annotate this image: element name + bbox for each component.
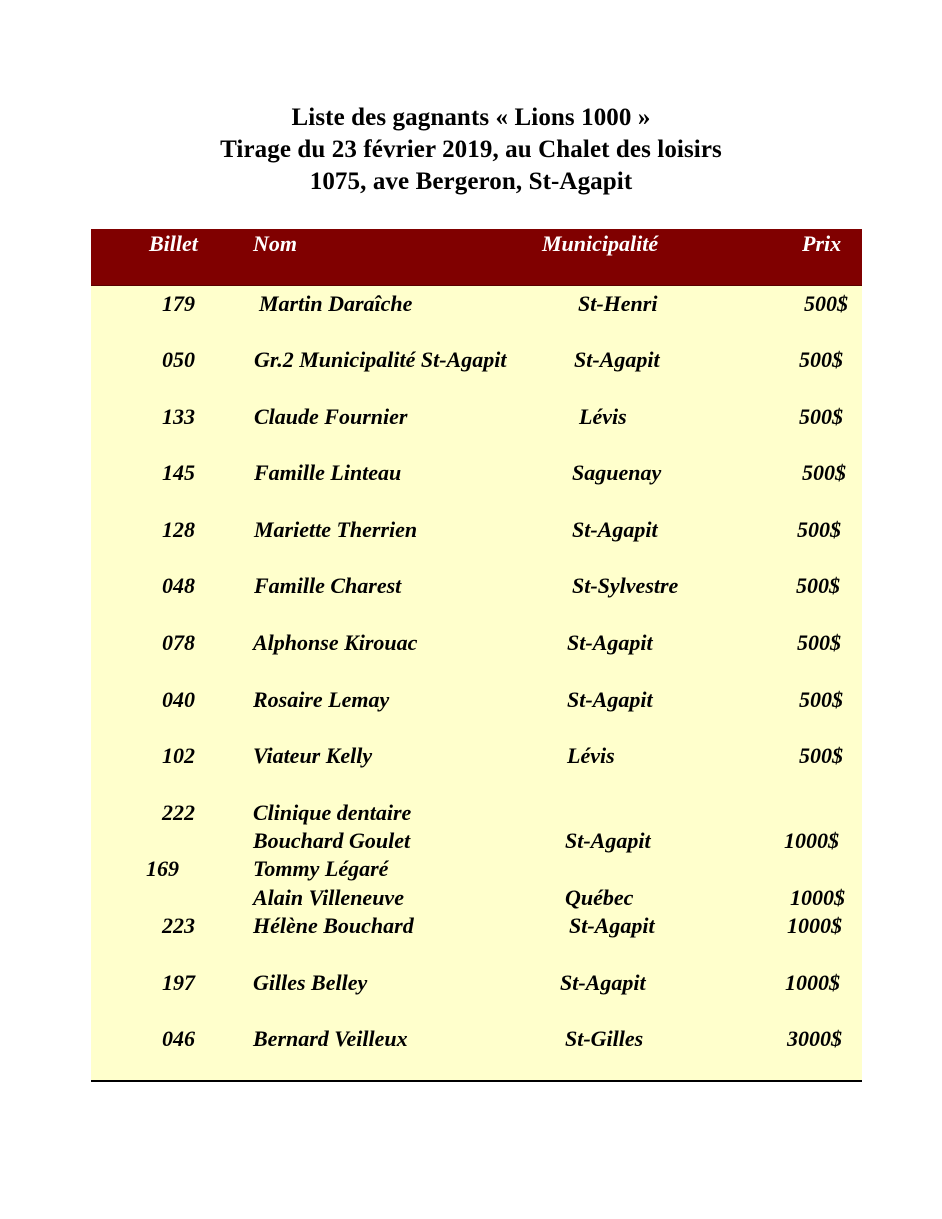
row-prix: 500$ (799, 404, 843, 429)
row-prix: 500$ (799, 743, 843, 768)
row-billet: 040 (162, 687, 195, 712)
row-nom: Bouchard Goulet (253, 828, 411, 853)
row-billet: 222 (162, 800, 195, 825)
header-prix: Prix (802, 231, 842, 256)
row-prix: 500$ (799, 687, 843, 712)
row-municipalite: Lévis (567, 743, 615, 768)
row-prix: 3000$ (787, 1026, 842, 1051)
row-prix: 500$ (797, 517, 841, 542)
row-prix: 500$ (796, 573, 840, 598)
row-municipalite: Québec (565, 885, 634, 910)
header-nom: Nom (253, 231, 297, 256)
row-nom: Clinique dentaire (253, 800, 412, 825)
row-municipalite: St-Sylvestre (572, 573, 679, 598)
row-nom: Famille Charest (254, 573, 402, 598)
row-billet: 197 (162, 970, 195, 995)
row-nom: Bernard Veilleux (253, 1026, 408, 1051)
row-billet: 050 (162, 347, 195, 372)
row-billet: 046 (162, 1026, 195, 1051)
row-billet: 223 (162, 913, 195, 938)
row-municipalite: St-Agapit (560, 970, 646, 995)
row-municipalite: St-Henri (578, 291, 658, 316)
row-municipalite: Saguenay (572, 460, 662, 485)
title-line-1: Liste des gagnants « Lions 1000 » (291, 104, 651, 131)
row-municipalite: St-Agapit (567, 687, 653, 712)
row-billet: 133 (162, 404, 195, 429)
row-prix: 1000$ (784, 828, 839, 853)
row-nom: Famille Linteau (254, 460, 402, 485)
header-municipalite: Municipalité (542, 231, 659, 256)
row-municipalite: St-Agapit (569, 913, 655, 938)
row-billet: 048 (162, 573, 195, 598)
row-nom: Mariette Therrien (254, 517, 418, 542)
row-nom: Gr.2 Municipalité St-Agapit (254, 347, 507, 372)
row-nom: Tommy Légaré (253, 856, 389, 881)
title-line-3: 1075, ave Bergeron, St-Agapit (309, 168, 633, 195)
header-billet: Billet (149, 231, 198, 256)
row-municipalite: St-Agapit (574, 347, 660, 372)
row-prix: 1000$ (785, 970, 840, 995)
row-billet: 078 (162, 630, 195, 655)
row-prix: 500$ (799, 347, 843, 372)
row-municipalite: St-Gilles (565, 1026, 644, 1051)
document-title (0, 102, 942, 198)
table-header (91, 229, 862, 286)
row-nom: Alphonse Kirouac (253, 630, 418, 655)
row-municipalite: St-Agapit (572, 517, 658, 542)
title-line-2: Tirage du 23 février 2019, au Chalet des loisirs (220, 136, 722, 163)
row-prix: 500$ (802, 460, 846, 485)
winners-table (91, 229, 862, 1082)
row-billet: 145 (162, 460, 195, 485)
row-nom: Hélène Bouchard (253, 913, 414, 938)
row-prix: 500$ (804, 291, 848, 316)
row-prix: 1000$ (790, 885, 845, 910)
row-nom: Martin Daraîche (259, 291, 413, 316)
row-nom: Alain Villeneuve (253, 885, 404, 910)
row-nom: Viateur Kelly (253, 743, 373, 768)
row-prix: 500$ (797, 630, 841, 655)
row-nom: Rosaire Lemay (253, 687, 390, 712)
row-billet: 169 (146, 856, 179, 881)
row-municipalite: St-Agapit (567, 630, 653, 655)
row-nom: Gilles Belley (253, 970, 368, 995)
row-billet: 179 (162, 291, 195, 316)
row-municipalite: St-Agapit (565, 828, 651, 853)
row-billet: 102 (162, 743, 195, 768)
row-municipalite: Lévis (579, 404, 627, 429)
row-nom: Claude Fournier (254, 404, 408, 429)
row-billet: 128 (162, 517, 195, 542)
row-prix: 1000$ (787, 913, 842, 938)
